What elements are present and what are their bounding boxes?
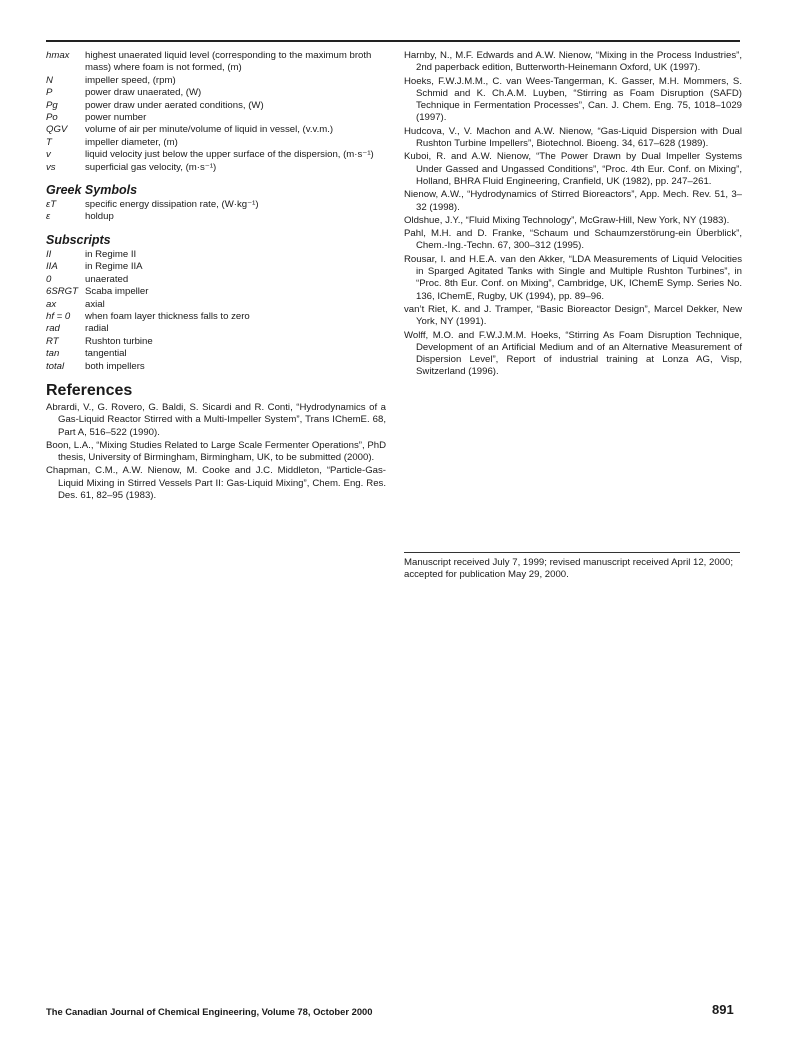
symbol: tan bbox=[46, 348, 60, 360]
reference-item: Hoeks, F.W.J.M.M., C. van Wees-Tangerman, K. Gasser, M.H. Mommers, S. Schmid and K. Ch.A.M. Luyben, “Stirring as Foam Disruption (SAFD) Technique in Fermentation Processes”, Can. J. Chem. Eng. 75, 1018–1029 (1997). bbox=[404, 75, 742, 124]
reference-item: Chapman, C.M., A.W. Nienow, M. Cooke and J.C. Middleton, “Particle-Gas-Liquid Mixing in Stirred Vessels Part II: Gas-Liquid Mixing”, Chem. Eng. Res. Des. 61, 82–95 (1983). bbox=[46, 465, 386, 502]
nomenclature-item bbox=[46, 199, 386, 211]
symbol: hf = 0 bbox=[46, 310, 71, 322]
definition: axial bbox=[85, 298, 105, 310]
symbol: total bbox=[46, 360, 65, 372]
symbol: hmax bbox=[46, 50, 70, 61]
reference-item: Hudcova, V., V. Machon and A.W. Nienow, “Gas-Liquid Dispersion with Dual Rushton Turbine Impellers”, Biotechnol. Bioeng. 34, 617–628 (1989). bbox=[404, 125, 742, 150]
symbol: rad bbox=[46, 323, 60, 335]
reference-item: Abrardi, V., G. Rovero, G. Baldi, S. Sicardi and R. Conti, “Hydrodynamics of a Gas-Liquid Reactor Stirred with a Multi-Impeller System”, Trans IChemE. 68, Part A, 516–522 (1990). bbox=[46, 401, 386, 438]
definition: impeller diameter, (m) bbox=[85, 136, 178, 148]
nomenclature-item bbox=[46, 149, 386, 161]
nomenclature-item bbox=[46, 286, 386, 298]
definition: tangential bbox=[85, 348, 127, 360]
references-heading: References bbox=[46, 381, 133, 399]
definition: volume of air per minute/volume of liquid in vessel, (v.v.m.) bbox=[85, 124, 334, 136]
reference-item: Oldshue, J.Y., “Fluid Mixing Technology”, McGraw-Hill, New York, NY (1983). bbox=[404, 214, 730, 226]
definition: power number bbox=[85, 112, 147, 124]
reference-item: Kuboi, R. and A.W. Nienow, “The Power Drawn by Dual Impeller Systems Under Gassed and Ungassed Conditions”, “Proc. 4th Eur. Conf. on Mixing”, Holland, BHRA Fluid Engineering, Cranfield, UK (1982), pp. 247–261. bbox=[404, 151, 742, 187]
subscripts-list bbox=[46, 249, 386, 373]
nomenclature-item bbox=[46, 100, 386, 112]
nomenclature-item bbox=[46, 137, 386, 149]
reference-item: van’t Riet, K. and J. Tramper, “Basic Bioreactor Design”, Marcel Dekker, New York, NY (1991). bbox=[404, 303, 742, 328]
page-number: 891 bbox=[712, 1002, 734, 1017]
references-list-left bbox=[46, 402, 386, 502]
nomenclature-item bbox=[46, 249, 386, 261]
subscripts-heading: Subscripts bbox=[46, 232, 111, 247]
symbol: vs bbox=[46, 161, 56, 173]
reference-item: Rousar, I. and H.E.A. van den Akker, “LDA Measurements of Liquid Velocities in Sparged Agitated Tanks with Single and Multiple Rushton Turbines”, in “Proc. 8th Eur. Conf. on Mixing”, Cambridge, UK, IChemE Symp. Series No. 136, IChemE, Rugby, UK (1994), pp. 89–96. bbox=[404, 253, 742, 302]
symbol: 0 bbox=[46, 273, 52, 285]
symbol: v bbox=[46, 149, 51, 161]
definition: Rushton turbine bbox=[85, 335, 153, 347]
definition: holdup bbox=[85, 211, 114, 223]
symbol: ε bbox=[46, 211, 51, 223]
symbol: QGV bbox=[46, 124, 68, 136]
symbol: II bbox=[46, 248, 52, 260]
symbol: Po bbox=[46, 112, 58, 124]
definition: impeller speed, (rpm) bbox=[85, 74, 176, 86]
manuscript-rule bbox=[404, 552, 740, 553]
nomenclature-item bbox=[46, 124, 386, 136]
definition: radial bbox=[85, 323, 109, 335]
nomenclature-item bbox=[46, 274, 386, 286]
nomenclature-item bbox=[46, 323, 386, 335]
reference-item: Boon, L.A., “Mixing Studies Related to Large Scale Fermenter Operations”, PhD thesis, University of Birmingham, Birmingham, UK, to be submitted (2000). bbox=[46, 439, 386, 464]
definition: highest unaerated liquid level (corresponding to the maximum broth mass) where foam is not formed, (m) bbox=[85, 50, 372, 74]
definition: specific energy dissipation rate, (W·kg⁻¹) bbox=[85, 199, 259, 211]
symbol: 6SRGT bbox=[46, 286, 78, 298]
nomenclature-item bbox=[46, 162, 386, 174]
nomenclature-item bbox=[46, 299, 386, 311]
nomenclature-item bbox=[46, 348, 386, 360]
nomenclature-item bbox=[46, 112, 386, 124]
manuscript-note: Manuscript received July 7, 1999; revised manuscript received April 12, 2000; accepted for publication May 29, 2000. bbox=[404, 557, 734, 581]
definition: liquid velocity just below the upper surface of the dispersion, (m·s⁻¹) bbox=[85, 149, 374, 161]
greek-symbols-heading: Greek Symbols bbox=[46, 183, 138, 198]
reference-item: Pahl, M.H. and D. Franke, “Schaum und Schaumzerstörung-ein Überblick”, Chem.-Ing.-Techn. 67, 300–312 (1995). bbox=[404, 228, 742, 252]
references-list-right bbox=[404, 50, 742, 379]
nomenclature-item bbox=[46, 50, 386, 75]
definition: in Regime II bbox=[85, 248, 137, 260]
reference-item: Wolff, M.O. and F.W.J.M.M. Hoeks, “Stirring As Foam Disruption Technique, Development of an Artificial Medium and of an Alternative Measurement of Dispersion Level”, Report of industrial training at Lonza AG, Visp, Switzerland (1996). bbox=[404, 329, 742, 378]
right-column bbox=[404, 50, 742, 380]
symbol: ax bbox=[46, 298, 57, 310]
nomenclature-item bbox=[46, 336, 386, 348]
symbol: εT bbox=[46, 199, 57, 211]
nomenclature-item bbox=[46, 261, 386, 273]
symbol: N bbox=[46, 74, 53, 86]
definition: superficial gas velocity, (m·s⁻¹) bbox=[85, 161, 217, 173]
definition: power draw under aerated conditions, (W) bbox=[85, 99, 264, 111]
symbol: Pg bbox=[46, 99, 58, 111]
footer-journal: The Canadian Journal of Chemical Engineering, Volume 78, October 2000 bbox=[46, 1006, 373, 1017]
definition: both impellers bbox=[85, 360, 145, 372]
symbol: P bbox=[46, 87, 53, 99]
nomenclature-item bbox=[46, 211, 386, 223]
nomenclature-item bbox=[46, 87, 386, 99]
symbol: T bbox=[46, 136, 52, 148]
symbol: RT bbox=[46, 335, 59, 347]
nomenclature-list bbox=[46, 50, 386, 174]
nomenclature-item bbox=[46, 75, 386, 87]
greek-symbols-list bbox=[46, 199, 386, 224]
top-rule bbox=[46, 40, 740, 42]
definition: unaerated bbox=[85, 273, 129, 285]
nomenclature-item bbox=[46, 311, 386, 323]
reference-item: Nienow, A.W., “Hydrodynamics of Stirred Bioreactors”, App. Mech. Rev. 51, 3–32 (1998). bbox=[404, 189, 742, 213]
symbol: IIA bbox=[46, 261, 58, 273]
definition: power draw unaerated, (W) bbox=[85, 87, 202, 99]
definition: in Regime IIA bbox=[85, 261, 143, 273]
left-column bbox=[46, 50, 386, 503]
definition: when foam layer thickness falls to zero bbox=[85, 310, 250, 322]
definition: Scaba impeller bbox=[85, 286, 149, 298]
reference-item: Harnby, N., M.F. Edwards and A.W. Nienow, “Mixing in the Process Industries”, 2nd paperback edition, Butterworth-Heinemann Oxford, UK (1997). bbox=[404, 50, 742, 74]
nomenclature-item bbox=[46, 361, 386, 373]
